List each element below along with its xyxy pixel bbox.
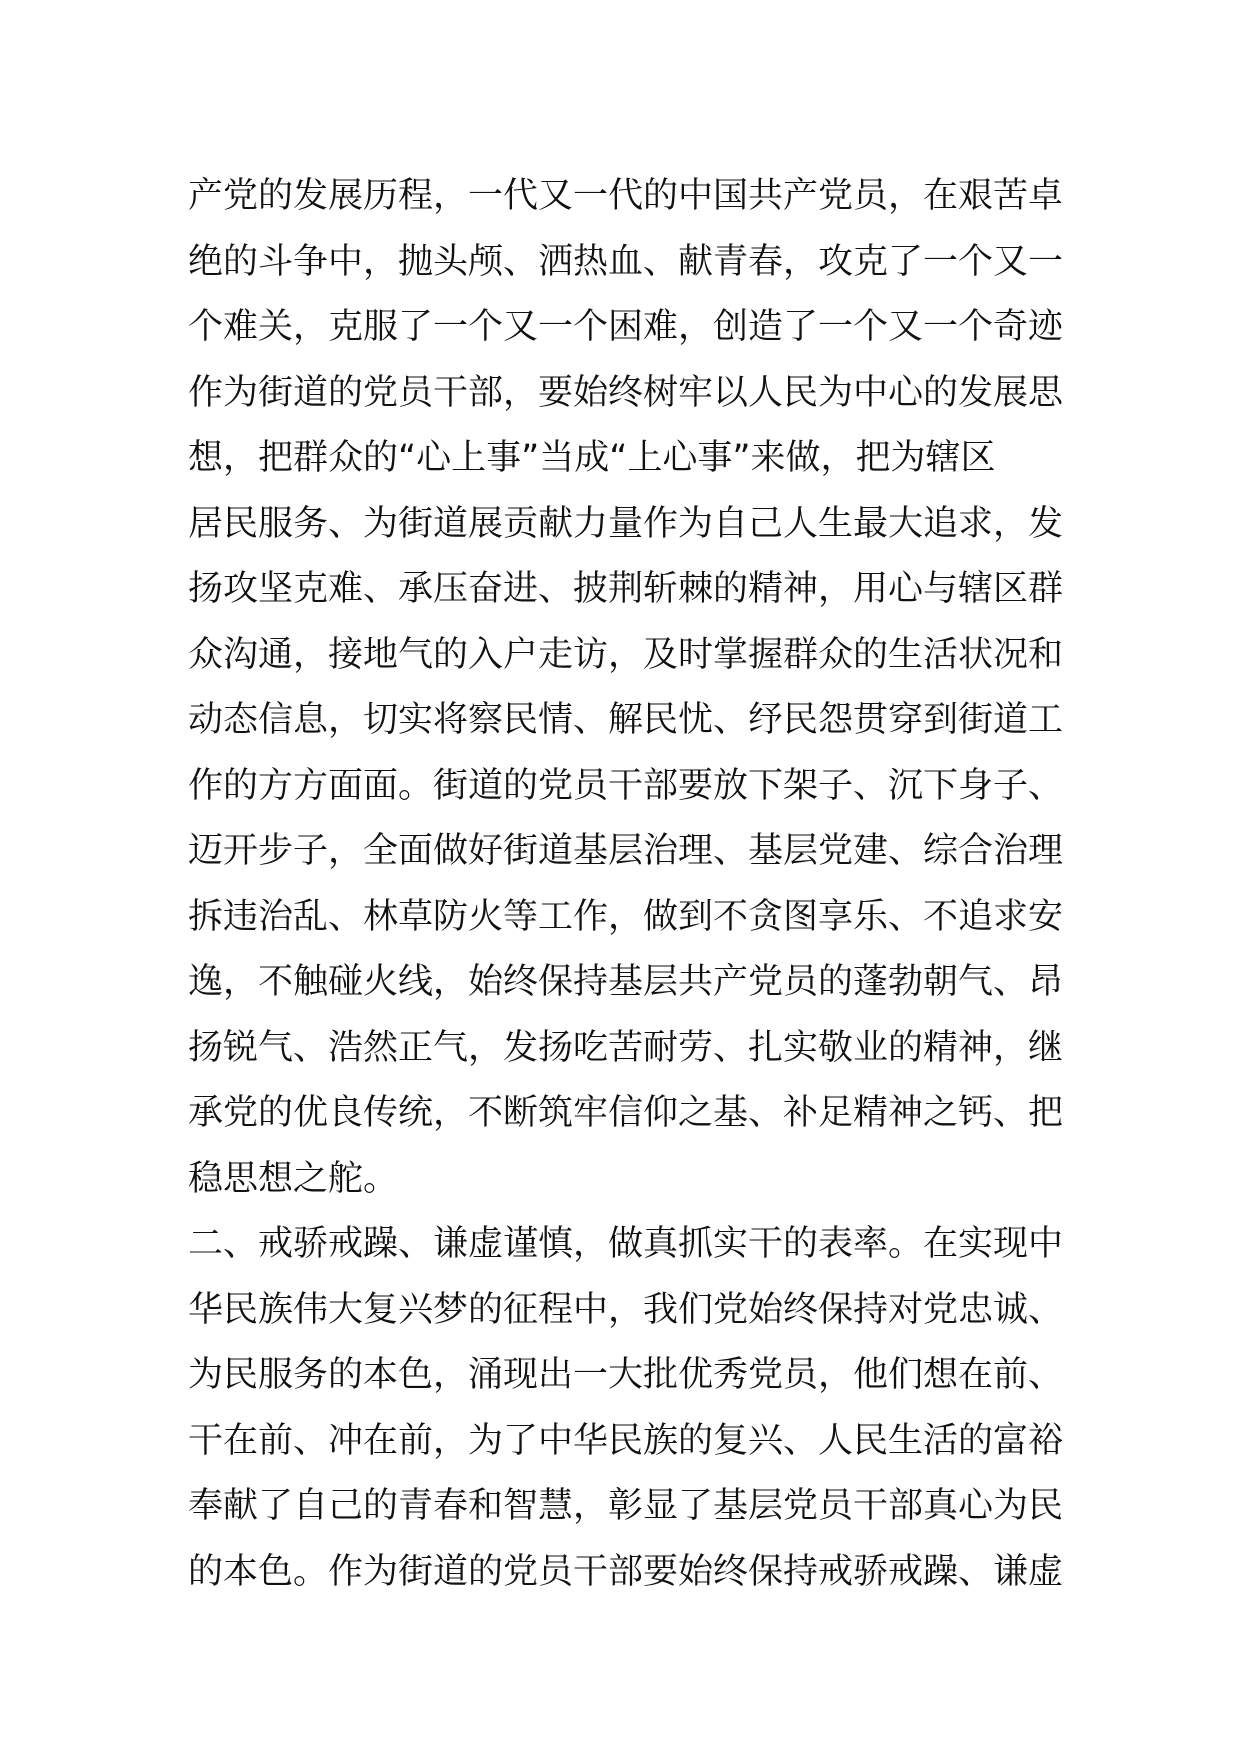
text-line: 绝的斗争中，抛头颅、洒热血、献青春，攻克了一个又一 bbox=[188, 241, 1064, 282]
text-line: 的本色。作为街道的党员干部要始终保持戒骄戒躁、谦虚 bbox=[188, 1551, 1064, 1592]
text-line: 干在前、冲在前，为了中华民族的复兴、人民生活的富裕 bbox=[188, 1420, 1064, 1461]
text-line: 个难关，克服了一个又一个困难，创造了一个又一个奇迹 bbox=[188, 307, 1064, 347]
text-line: 拆违治乱、林草防火等工作，做到不贪图享乐、不追求安 bbox=[188, 896, 1064, 937]
text-line: 作为街道的党员干部，要始终树牢以人民为中心的发展思 bbox=[188, 372, 1064, 413]
text-line: 华民族伟大复兴梦的征程中，我们党始终保持对党忠诚、 bbox=[188, 1289, 1064, 1330]
text-line: 动态信息，切实将察民情、解民忧、纾民怨贯穿到街道工 bbox=[188, 700, 1064, 740]
text-line: 逸，不触碰火线，始终保持基层共产党员的蓬勃朝气、昂 bbox=[188, 962, 1064, 1002]
text-line: 扬锐气、浩然正气，发扬吃苦耐劳、扎实敬业的精神，继 bbox=[188, 1027, 1064, 1068]
text-line: 奉献了自己的青春和智慧，彰显了基层党员干部真心为民 bbox=[188, 1486, 1064, 1526]
text-line: 承党的优良传统，不断筑牢信仰之基、补足精神之钙、把 bbox=[188, 1093, 1064, 1133]
text-line: 迈开步子，全面做好街道基层治理、基层党建、综合治理 bbox=[188, 831, 1064, 871]
text-line: 稳思想之舵。 bbox=[188, 1158, 399, 1199]
text-line: 二、戒骄戒躁、谦虚谨慎，做真抓实干的表率。在实现中 bbox=[188, 1224, 1064, 1264]
text-line: 居民服务、为街道展贡献力量作为自己人生最大追求，发 bbox=[188, 503, 1064, 544]
text-line: 扬攻坚克难、承压奋进、披荆斩棘的精神，用心与辖区群 bbox=[188, 569, 1064, 609]
body-text bbox=[188, 164, 1068, 1605]
text-line: 想，把群众的“心上事”当成“上心事”来做，把为辖区 bbox=[188, 438, 996, 478]
text-line: 众沟通，接地气的入户走访，及时掌握群众的生活状况和 bbox=[188, 634, 1064, 675]
text-line: 作的方方面面。街道的党员干部要放下架子、沉下身子、 bbox=[188, 765, 1064, 806]
text-line: 为民服务的本色，涌现出一大批优秀党员，他们想在前、 bbox=[188, 1355, 1064, 1395]
text-line: 产党的发展历程，一代又一代的中国共产党员，在艰苦卓 bbox=[188, 176, 1064, 216]
